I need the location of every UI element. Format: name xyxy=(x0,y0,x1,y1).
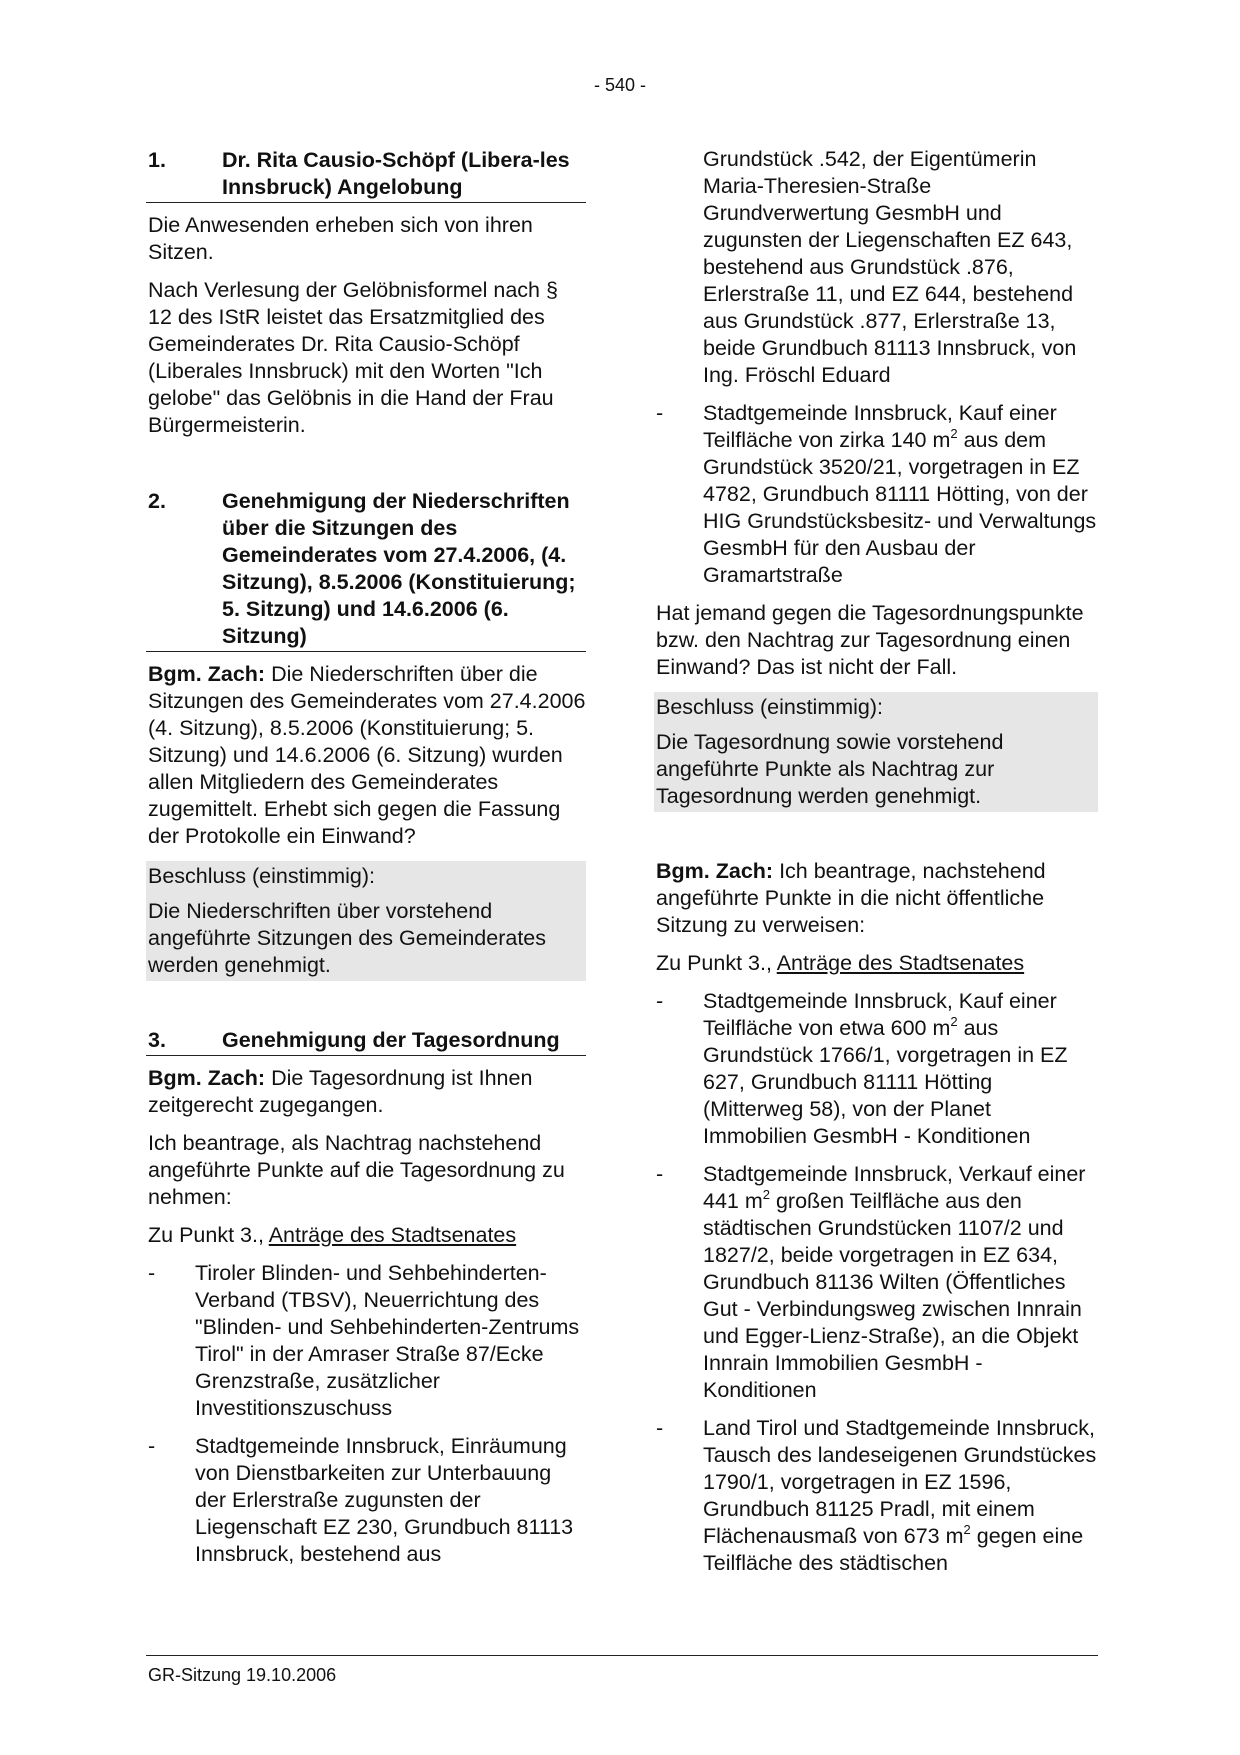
left-column xyxy=(146,147,586,1579)
paragraph: Ich beantrage, als Nachtrag nachstehend angeführte Punkte auf die Tagesordnung zu nehmen: xyxy=(148,1131,565,1209)
dash: - xyxy=(656,401,664,425)
text: gegen eine Teilfläche des städtischen xyxy=(703,1524,1084,1575)
list-item xyxy=(656,400,1098,589)
footer-text: GR-Sitzung 19.10.2006 xyxy=(148,1665,337,1685)
text: Stadtgemeinde Innsbruck, Verkauf einer 441 m xyxy=(703,1162,1086,1213)
list-item xyxy=(656,988,1098,1150)
superscript: 2 xyxy=(963,1522,971,1537)
speech: Die Niederschriften über die Sitzungen des Gemeinderates vom 27.4.2006 (4. Sitzung), 8.5.2006 (Konstituierung; 5. Sitzung) und 14.6.2006 (6. Sitzung) wurden allen Mitgliedern des Gemeinderates zugemittelt. Erhebt sich gegen die Fassung der Protokolle ein Einwand? xyxy=(148,662,586,848)
section-title: Dr. Rita Causio-Schöpf (Libera-les Innsbruck) Angelobung xyxy=(222,148,570,199)
speaker: Bgm. Zach: xyxy=(148,1066,266,1090)
section-heading-1 xyxy=(146,147,586,203)
punkt-prefix: Zu Punkt 3., xyxy=(656,951,777,975)
paragraph xyxy=(148,1065,586,1119)
superscript: 2 xyxy=(950,1014,958,1029)
dash: - xyxy=(148,1261,156,1285)
dash: - xyxy=(656,1416,664,1440)
speaker: Bgm. Zach: xyxy=(656,859,774,883)
punkt-link: Anträge des Stadtsenates xyxy=(776,951,1025,975)
decision-text: Die Tagesordnung sowie vorstehend angeführte Punkte als Nachtrag zur Tagesordnung werden genehmigt. xyxy=(656,730,1004,808)
text: Stadtgemeinde Innsbruck, Kauf einer Teilfläche von etwa 600 m xyxy=(703,989,1057,1040)
paragraph xyxy=(656,950,1098,977)
speaker: Bgm. Zach: xyxy=(148,662,266,686)
section-number: 3. xyxy=(148,1028,166,1052)
list-item-text xyxy=(703,400,1098,589)
section-heading-3 xyxy=(146,1027,586,1056)
list-item xyxy=(148,1433,586,1568)
decision-box xyxy=(654,692,1098,812)
dash: - xyxy=(148,1434,156,1458)
list-item-text xyxy=(703,1415,1098,1577)
superscript: 2 xyxy=(762,1187,770,1202)
list-item-text: Tiroler Blinden- und Sehbehinderten-Verband (TBSV), Neuerrichtung des "Blinden- und Sehbehinderten-Zentrums Tirol" in der Amraser Straße 87/Ecke Grenzstraße, zusätzlicher Investitionszuschuss xyxy=(195,1261,580,1420)
list-item xyxy=(656,1415,1098,1577)
section-heading-2 xyxy=(146,488,586,652)
right-column xyxy=(654,147,1098,1588)
paragraph: Die Anwesenden erheben sich von ihren Sitzen. xyxy=(148,213,533,264)
text: Stadtgemeinde Innsbruck, Kauf einer Teilfläche von zirka 140 m xyxy=(703,401,1057,452)
text: aus dem Grundstück 3520/21, vorgetragen in EZ 4782, Grundbuch 81111 Hötting, von der HIG Grundstücksbesitz- und Verwaltungs GesmbH für den Ausbau der Gramartstraße xyxy=(703,428,1097,587)
paragraph xyxy=(148,1222,586,1249)
punkt-link: Anträge des Stadtsenates xyxy=(268,1223,517,1247)
dash: - xyxy=(656,989,664,1013)
footer-rule xyxy=(146,1655,1098,1656)
paragraph: Hat jemand gegen die Tagesordnungspunkte bzw. den Nachtrag zur Tagesordnung einen Einwand? Das ist nicht der Fall. xyxy=(656,601,1084,679)
text: aus Grundstück 1766/1, vorgetragen in EZ 627, Grundbuch 81111 Hötting (Mitterweg 58), von der Planet Immobilien GesmbH - Konditionen xyxy=(703,1016,1068,1148)
text: großen Teilfläche aus den städtischen Grundstücken 1107/2 und 1827/2, beide vorgetragen in EZ 634, Grundbuch 81136 Wilten (Öffentliches Gut - Verbindungsweg zwischen Innrain und Egger-Lienz-Straße), an die Objekt Innrain Immobilien GesmbH - Konditionen xyxy=(703,1189,1082,1402)
decision-label: Beschluss (einstimmig): xyxy=(656,695,883,719)
text: Land Tirol und Stadtgemeinde Innsbruck, Tausch des landeseigenen Grundstückes 1790/1, vorgetragen in EZ 1596, Grundbuch 81125 Pradl, mit einem Flächenausmaß von 673 m xyxy=(703,1416,1097,1548)
section-number: 1. xyxy=(148,148,166,172)
list-item xyxy=(148,1260,586,1422)
decision-text: Die Niederschriften über vorstehend angeführte Sitzungen des Gemeinderates werden genehmigt. xyxy=(148,899,547,977)
list-item-text xyxy=(703,988,1098,1150)
paragraph xyxy=(148,661,586,850)
paragraph xyxy=(656,858,1098,939)
page-number: - 540 - xyxy=(593,75,647,95)
list-item-text: Stadtgemeinde Innsbruck, Einräumung von Dienstbarkeiten zur Unterbauung der Erlerstraße zugunsten der Liegenschaft EZ 230, Grundbuch 81113 Innsbruck, bestehend aus xyxy=(195,1434,574,1566)
dash: - xyxy=(656,1162,664,1186)
punkt-prefix: Zu Punkt 3., xyxy=(148,1223,269,1247)
section-number: 2. xyxy=(148,489,166,513)
list-item-text xyxy=(703,1161,1098,1404)
superscript: 2 xyxy=(950,426,958,441)
list-item xyxy=(656,1161,1098,1404)
section-title: Genehmigung der Tagesordnung xyxy=(222,1028,560,1052)
speech: Die Tagesordnung ist Ihnen zeitgerecht zugegangen. xyxy=(148,1066,533,1117)
speech: Ich beantrage, nachstehend angeführte Punkte in die nicht öffentliche Sitzung zu verweisen: xyxy=(656,859,1046,937)
paragraph: Nach Verlesung der Gelöbnisformel nach § 12 des IStR leistet das Ersatzmitglied des Gemeinderates Dr. Rita Causio-Schöpf (Liberales Innsbruck) mit den Worten "Ich gelobe" das Gelöbnis in die Hand der Frau Bürgermeisterin. xyxy=(148,278,558,437)
decision-box xyxy=(146,861,586,981)
list-item-continued: Grundstück .542, der Eigentümerin Maria-Theresien-Straße Grundverwertung GesmbH und zugunsten der Liegenschaften EZ 643, bestehend aus Grundstück .876, Erlerstraße 11, und EZ 644, bestehend aus Grundstück .877, Erlerstraße 13, beide Grundbuch 81113 Innsbruck, von Ing. Fröschl Eduard xyxy=(703,147,1077,387)
decision-label: Beschluss (einstimmig): xyxy=(148,864,375,888)
section-title: Genehmigung der Niederschriften über die Sitzungen des Gemeinderates vom 27.4.2006, (4. Sitzung), 8.5.2006 (Konstituierung; 5. Sitzung) und 14.6.2006 (6. Sitzung) xyxy=(222,489,576,648)
